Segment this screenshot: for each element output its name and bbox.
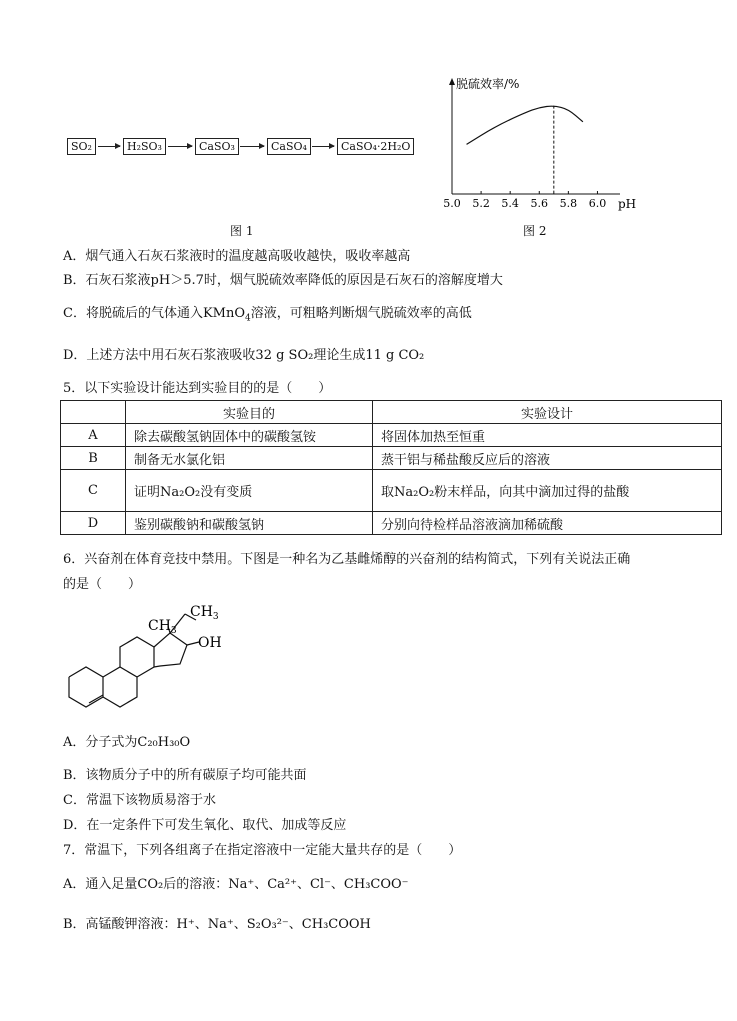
row-option: A (61, 424, 126, 447)
flow-box-caso4: CaSO₄ (267, 138, 311, 155)
flow-arrow (168, 146, 192, 147)
x-tick-label: 5.8 (559, 197, 578, 210)
steroid-structure (60, 600, 235, 720)
row-design: 蒸干铝与稀盐酸反应后的溶液 (373, 447, 722, 470)
q5-table (60, 400, 722, 535)
row-goal: 证明Na₂O₂没有变质 (126, 470, 373, 512)
figure-1-caption: 图 1 (230, 224, 254, 238)
q4-option-c-pre: C．将脱硫后的气体通入KMnO (63, 306, 246, 321)
table-row (61, 470, 722, 512)
q6-option-b: B．该物质分子中的所有碳原子均可能共面 (63, 768, 307, 783)
q7-option-b: B．高锰酸钾溶液：H⁺、Na⁺、S₂O₃²⁻、CH₃COOH (63, 917, 371, 932)
table-row (61, 512, 722, 535)
ch3-ethyl-label: $CH_3$ (190, 604, 219, 622)
row-goal: 除去碳酸氢钠固体中的碳酸氢铵 (126, 424, 373, 447)
flow-box-caso3: CaSO₃ (195, 138, 239, 155)
ch3-methyl-label: $CH_3$ (148, 618, 177, 636)
oh-label: OH (198, 635, 222, 651)
flow-box-caso4-2h2o: CaSO₄·2H₂O (337, 138, 414, 155)
x-tick-label: 5.6 (530, 197, 549, 210)
table-header-blank (61, 401, 126, 424)
figure-2 (430, 74, 637, 219)
table-row (61, 424, 722, 447)
q4-option-d: D．上述方法中用石灰石浆液吸收32 g SO₂理论生成11 g CO₂ (63, 348, 425, 363)
flow-arrow (312, 146, 334, 147)
y-axis-arrow (449, 78, 455, 85)
table-header-design: 实验设计 (373, 401, 722, 424)
row-goal: 鉴别碳酸钠和碳酸氢钠 (126, 512, 373, 535)
row-design: 将固体加热至恒重 (373, 424, 722, 447)
q6-option-d: D．在一定条件下可发生氧化、取代、加成等反应 (63, 818, 347, 833)
q7-stem: 7．常温下，下列各组离子在指定溶液中一定能大量共存的是（ ） (63, 843, 462, 858)
y-axis-label: 脱硫效率/% (456, 77, 520, 91)
x-tick-label: 5.4 (501, 197, 519, 210)
flow-arrow (240, 146, 264, 147)
flow-box-h2so3: H₂SO₃ (123, 138, 166, 155)
row-option: B (61, 447, 126, 470)
table-header-row (61, 401, 722, 424)
row-goal: 制备无水氯化铝 (126, 447, 373, 470)
row-design: 分别向待检样品溶液滴加稀硫酸 (373, 512, 722, 535)
q6-stem-line-2: 的是（ ） (63, 577, 142, 592)
q7-option-a: A．通入足量CO₂后的溶液：Na⁺、Ca²⁺、Cl⁻、CH₃COO⁻ (63, 877, 409, 892)
efficiency-curve (467, 106, 583, 144)
x-tick-label: 5.2 (472, 197, 490, 210)
table-header-goal: 实验目的 (126, 401, 373, 424)
flow-box-so2: SO₂ (67, 138, 96, 155)
q5-stem: 5．以下实验设计能达到实验目的的是（ ） (63, 381, 332, 396)
row-design: 取Na₂O₂粉末样品，向其中滴加过得的盐酸 (373, 470, 722, 512)
q6-option-c: C．常温下该物质易溶于水 (63, 793, 216, 808)
q4-option-a: A．烟气通入石灰石浆液时的温度越高吸收越快，吸收率越高 (63, 249, 411, 264)
q6-stem-line-1: 6．兴奋剂在体育竞技中禁用。下图是一种名为乙基雌烯醇的兴奋剂的结构简式，下列有关说法正确 (63, 552, 631, 567)
x-tick-label: 5.0 (443, 197, 461, 210)
q6-option-a: A．分子式为C₂₀H₃₀O (63, 735, 191, 750)
row-option: C (61, 470, 126, 512)
subscript: 4 (245, 313, 251, 324)
q4-option-c (63, 306, 472, 322)
table-row (61, 447, 722, 470)
flow-arrow (98, 146, 120, 147)
q4-option-b: B．石灰石浆液pH＞5.7时，烟气脱硫效率降低的原因是石灰石的溶解度增大 (63, 273, 503, 288)
efficiency-chart (430, 74, 637, 219)
figure-2-caption: 图 2 (523, 224, 547, 238)
q4-option-c-post: 溶液，可粗略判断烟气脱硫效率的高低 (250, 306, 472, 321)
x-axis-label: pH (618, 197, 637, 211)
x-tick-label: 6.0 (588, 197, 607, 210)
row-option: D (61, 512, 126, 535)
